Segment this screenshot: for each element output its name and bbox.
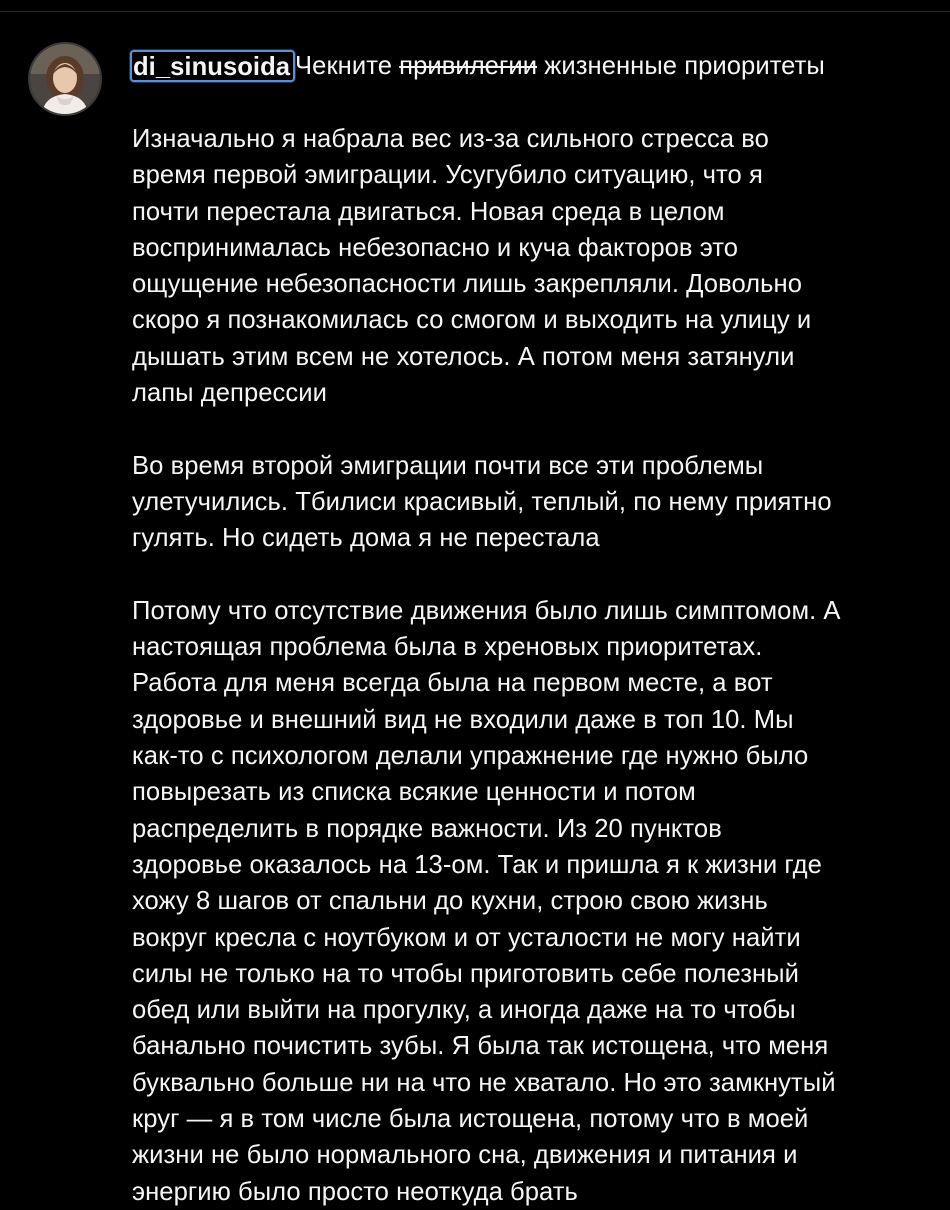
top-divider: [0, 0, 950, 12]
caption-line: вокруг кресла с ноутбуком и от усталости не могу найти: [132, 923, 801, 952]
caption-paragraph: [132, 593, 932, 1210]
caption-paragraph: [132, 448, 932, 557]
caption-body: [132, 121, 932, 1210]
username-link[interactable]: di_sinusoida: [130, 50, 295, 82]
caption-line: хожу 8 шагов от спальни до кухни, строю свою жизнь: [132, 887, 768, 916]
avatar[interactable]: [28, 42, 102, 116]
caption-line: банально почистить зубы. Я была так истощена, что меня: [132, 1032, 829, 1061]
caption-line: скоро я познакомилась со смогом и выходить на улицу и: [132, 306, 812, 335]
caption-line: повырезать из списка всякие ценности и потом: [132, 778, 696, 807]
caption-line: дышать этим всем не хотелось. А потом меня затянули: [132, 342, 795, 371]
caption-line: ощущение небезопасности лишь закрепляли. Довольно: [132, 270, 803, 299]
caption-line: Потому что отсутствие движения было лишь симптомом. А: [132, 596, 841, 625]
caption-line: настоящая проблема была в хреновых приоритетах.: [132, 633, 763, 662]
caption-line: буквально больше ни на что не хватало. Но это замкнутый: [132, 1068, 836, 1097]
caption-line: энергию было просто неоткуда брать: [132, 1177, 578, 1206]
caption-header: [132, 45, 932, 85]
caption-line: почти перестала двигаться. Новая среда в целом: [132, 197, 725, 226]
caption-line: обед или выйти на прогулку, а иногда даже на то чтобы: [132, 996, 796, 1025]
tagline-struck: привилегии: [399, 52, 538, 81]
caption-line: здоровье и внешний вид не входили даже в топ 10. Мы: [132, 705, 794, 734]
caption-line: воспринималась небезопасно и куча факторов это: [132, 233, 739, 262]
caption-paragraph: [132, 121, 932, 411]
profile-photo-icon: [30, 44, 100, 114]
caption-line: распределить в порядке важности. Из 20 пунктов: [132, 814, 722, 843]
caption-line: здоровье оказалось на 13-ом. Так и пришла я к жизни где: [132, 850, 822, 879]
caption-line: силы не только на то чтобы приготовить себе полезный: [132, 959, 799, 988]
caption-line: Во время второй эмиграции почти все эти проблемы: [132, 451, 764, 480]
caption-line: жизни не было нормального сна, движения и питания и: [132, 1141, 798, 1170]
caption-line: лапы депрессии: [132, 379, 327, 408]
caption-line: круг — я в том числе была истощена, потому что в моей: [132, 1105, 809, 1134]
caption-line: улетучились. Тбилиси красивый, теплый, по нему приятно: [132, 487, 832, 516]
caption-line: Работа для меня всегда была на первом месте, а вот: [132, 669, 773, 698]
caption-line: Изначально я набрала вес из-за сильного стресса во: [132, 125, 769, 153]
caption-line: как-то с психологом делали упражнение где нужно было: [132, 742, 809, 771]
tagline-after: жизненные приоритеты: [537, 52, 825, 81]
caption-line: гулять. Но сидеть дома я не перестала: [132, 524, 600, 553]
caption-line: время первой эмиграции. Усугубило ситуацию, что я: [132, 161, 763, 190]
post-caption: [132, 45, 932, 1210]
tagline-before: Чекните: [295, 52, 400, 81]
